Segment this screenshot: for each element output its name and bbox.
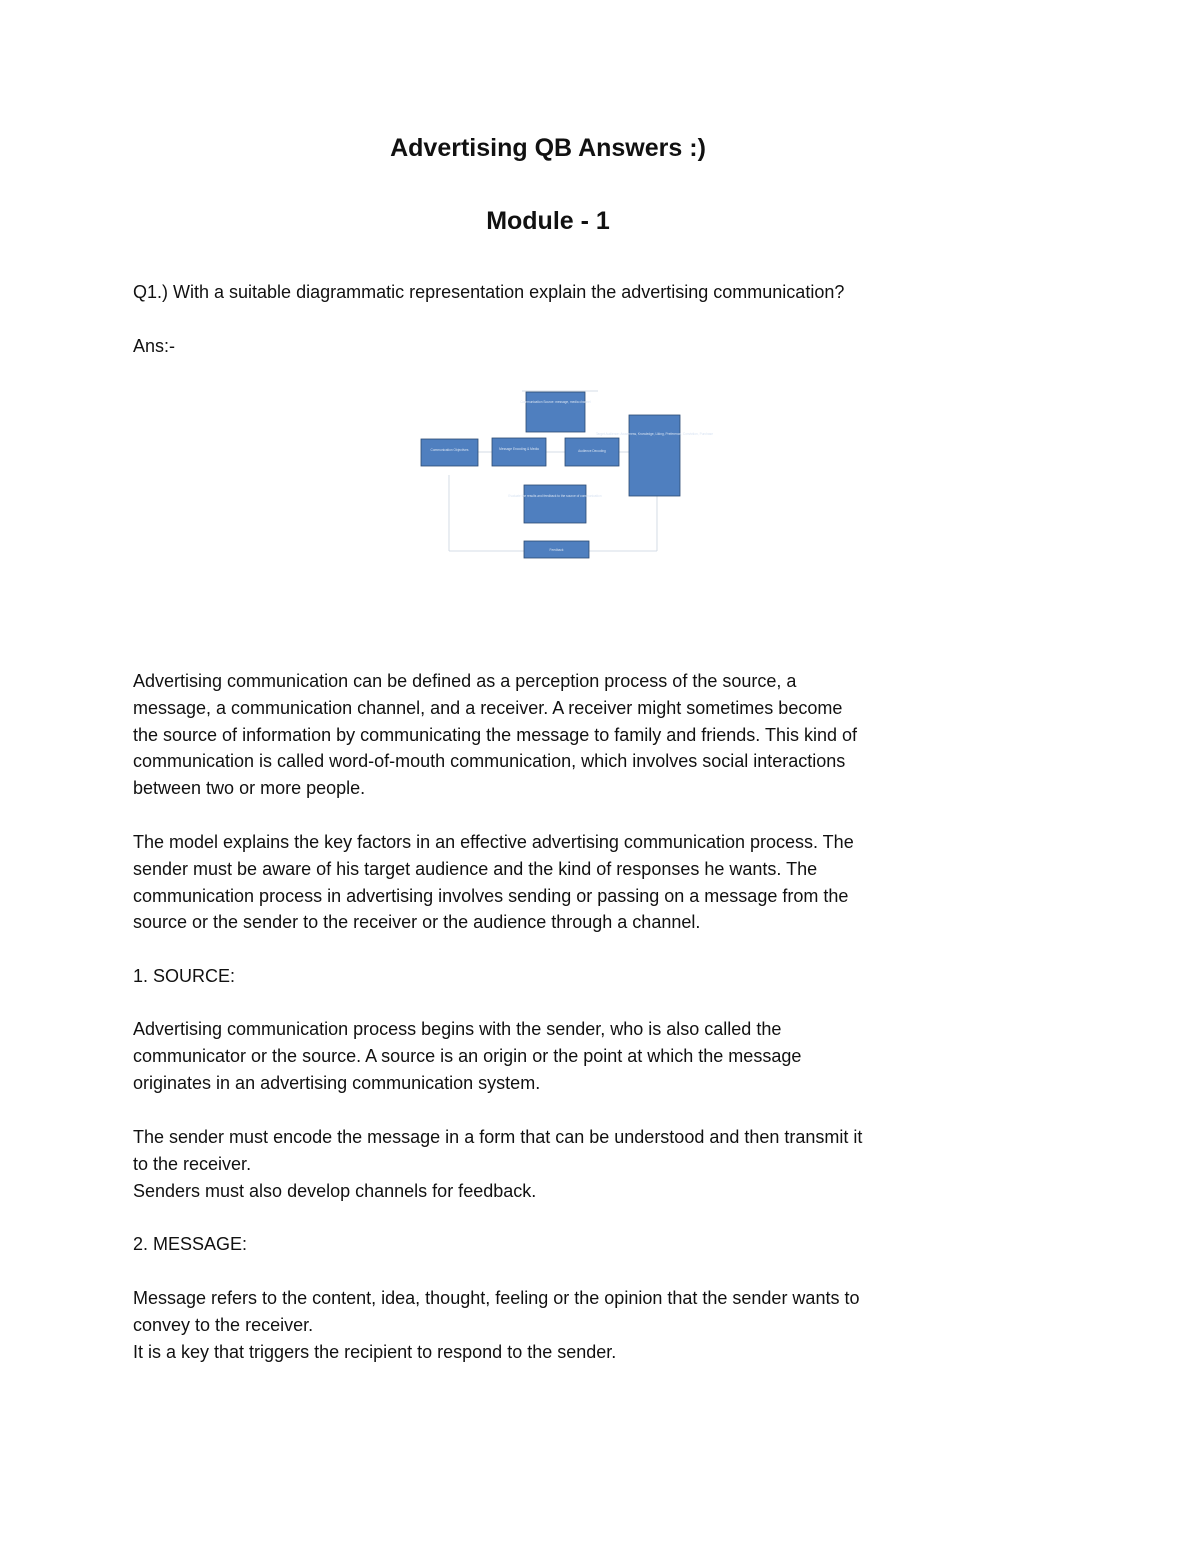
text-line: source or the sender to the receiver or the audience through a channel. — [133, 912, 701, 933]
diagram-box-right — [565, 438, 619, 466]
text-line: The sender must encode the message in a form that can be understood and then transmit it — [133, 1127, 863, 1147]
paragraph-sender — [133, 1124, 968, 1204]
heading-message — [133, 1231, 968, 1258]
text-line: convey to the receiver. — [133, 1314, 314, 1335]
diagram-box-far-right-label: Target Audience: Awareness, Knowledge, Liking, Preference, Conviction, Purchase — [595, 432, 714, 436]
diagram-box-lower-label: Evaluate the results and feedback to the source of communication — [508, 494, 602, 498]
paragraph-message — [133, 1285, 968, 1365]
diagram-box-left-label: Communication Objectives — [430, 448, 469, 452]
text-line: originates in an advertising communication system. — [133, 1072, 541, 1093]
text-line: 1. SOURCE: — [133, 966, 236, 986]
text-line: to the receiver. — [133, 1153, 252, 1174]
question-text: Q1.) With a suitable diagrammatic representation explain the advertising communication? — [133, 282, 845, 302]
paragraph-model — [133, 829, 968, 936]
module-heading: Module - 1 — [486, 207, 610, 235]
text-line: between two or more people. — [133, 778, 366, 799]
document-title: Advertising QB Answers :) — [390, 134, 706, 162]
communication-diagram — [416, 385, 714, 567]
text-line: The model explains the key factors in an effective advertising communication process. The — [133, 832, 854, 852]
diagram-box-bottom — [524, 541, 589, 558]
diagram-box-left — [421, 439, 478, 466]
paragraph-definition — [133, 668, 968, 802]
diagram-box-top — [520, 392, 591, 432]
text-line: message, a communication channel, and a receiver. A receiver might sometimes become — [133, 697, 843, 718]
text-line: communication process in advertising involves sending or passing on a message from the — [133, 885, 849, 906]
text-line: Advertising communication can be defined as a perception process of the source, a — [133, 671, 797, 691]
text-line: the source of information by communicating the message to family and friends. This kind of — [133, 724, 858, 745]
text-line: 2. MESSAGE: — [133, 1234, 248, 1254]
diagram-box-mid-label: Message Encoding & Media — [499, 447, 539, 451]
diagram-box-mid — [492, 438, 546, 466]
diagram-box-lower — [508, 485, 601, 523]
text-line: sender must be aware of his target audience and the kind of responses he wants. The — [133, 858, 818, 879]
text-line: communication is called word-of-mouth communication, which involves social interactions — [133, 751, 846, 772]
text-line: communicator or the source. A source is an origin or the point at which the message — [133, 1045, 802, 1066]
paragraph-source — [133, 1016, 968, 1096]
heading-source — [133, 963, 968, 990]
diagram-box-bottom-label: Feedback — [549, 548, 564, 552]
text-line: Message refers to the content, idea, thought, feeling or the opinion that the sender wants to — [133, 1288, 860, 1308]
text-line: Advertising communication process begins with the sender, who is also called the — [133, 1019, 782, 1039]
text-line: It is a key that triggers the recipient to respond to the sender. — [133, 1341, 617, 1362]
diagram-box-right-label: Audience Decoding — [578, 449, 606, 453]
answer-label: Ans:- — [133, 336, 176, 356]
diagram-box-top-label: Communication Source: message, media channel — [520, 400, 591, 404]
text-line: Senders must also develop channels for feedback. — [133, 1180, 537, 1201]
